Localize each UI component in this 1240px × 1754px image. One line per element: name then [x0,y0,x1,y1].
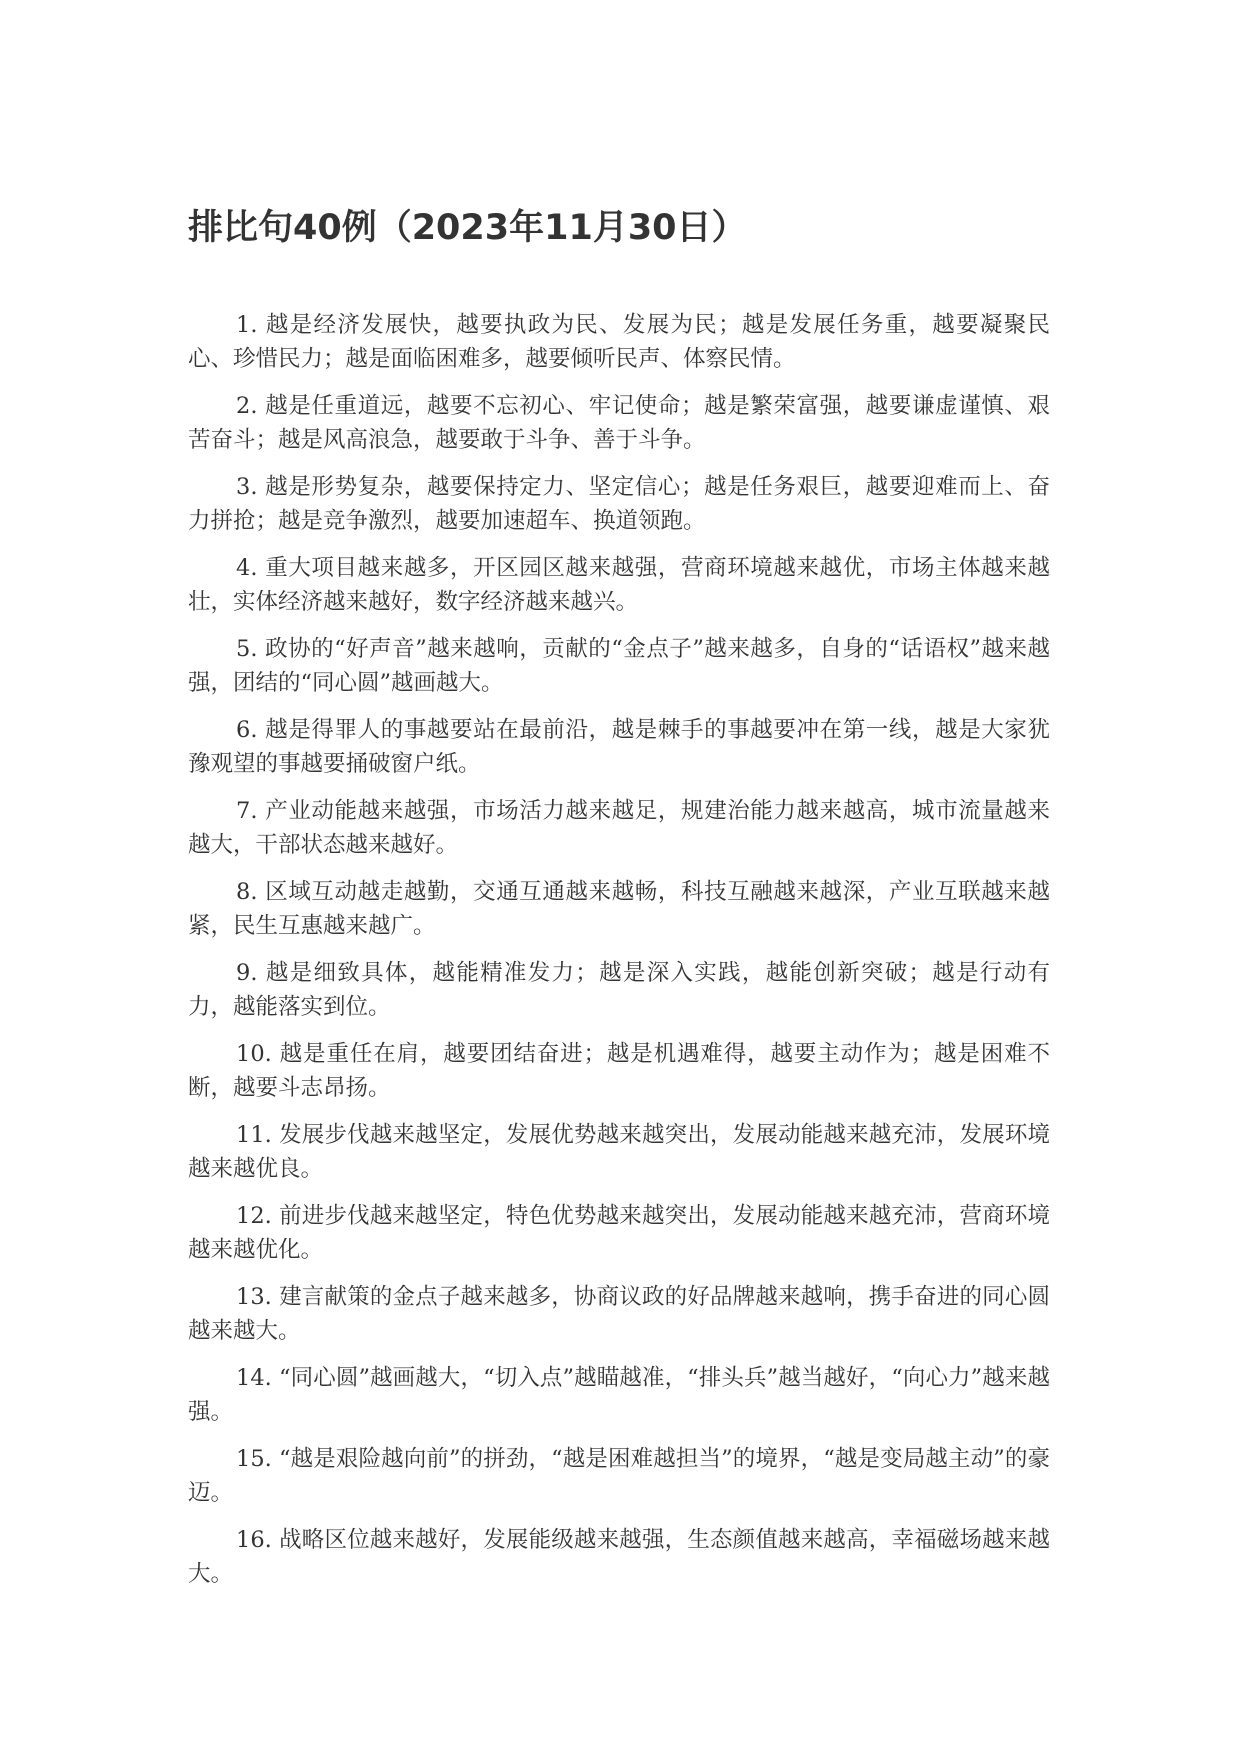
paragraph: 9. 越是细致具体，越能精准发力；越是深入实践，越能创新突破；越是行动有力，越能落实到位。 [188,960,1050,1020]
paragraph: 7. 产业动能越来越强，市场活力越来越足，规建治能力越来越高，城市流量越来越大，干部状态越来越好。 [188,798,1050,858]
paragraph: 11. 发展步伐越来越坚定，发展优势越来越突出，发展动能越来越充沛，发展环境越来越优良。 [188,1122,1050,1182]
paragraph: 12. 前进步伐越来越坚定，特色优势越来越突出，发展动能越来越充沛，营商环境越来越优化。 [188,1203,1050,1263]
paragraph: 4. 重大项目越来越多，开区园区越来越强，营商环境越来越优，市场主体越来越壮，实体经济越来越好，数字经济越来越兴。 [188,555,1050,615]
paragraph: 8. 区域互动越走越勤，交通互通越来越畅，科技互融越来越深，产业互联越来越紧，民生互惠越来越广。 [188,879,1050,939]
document-title: 排比句40例（2023年11月30日） [188,208,747,248]
paragraph: 5. 政协的“好声音”越来越响，贡献的“金点子”越来越多，自身的“话语权”越来越强，团结的“同心圆”越画越大。 [188,636,1050,696]
paragraph: 16. 战略区位越来越好，发展能级越来越强，生态颜值越来越高，幸福磁场越来越大。 [188,1527,1050,1587]
paragraph: 14. “同心圆”越画越大，“切入点”越瞄越准，“排头兵”越当越好，“向心力”越来越强。 [188,1365,1050,1425]
paragraph: 15. “越是艰险越向前”的拼劲，“越是困难越担当”的境界，“越是变局越主动”的豪迈。 [188,1446,1050,1506]
paragraph: 3. 越是形势复杂，越要保持定力、坚定信心；越是任务艰巨，越要迎难而上、奋力拼抢；越是竞争激烈，越要加速超车、换道领跑。 [188,474,1050,534]
paragraph: 6. 越是得罪人的事越要站在最前沿，越是棘手的事越要冲在第一线，越是大家犹豫观望的事越要捅破窗户纸。 [188,717,1050,777]
document-body [188,308,1050,1604]
paragraph: 1. 越是经济发展快，越要执政为民、发展为民；越是发展任务重，越要凝聚民心、珍惜民力；越是面临困难多，越要倾听民声、体察民情。 [188,312,1050,372]
paragraph: 2. 越是任重道远，越要不忘初心、牢记使命；越是繁荣富强，越要谦虚谨慎、艰苦奋斗；越是风高浪急，越要敢于斗争、善于斗争。 [188,393,1050,453]
paragraph: 10. 越是重任在肩，越要团结奋进；越是机遇难得，越要主动作为；越是困难不断，越要斗志昂扬。 [188,1041,1050,1101]
paragraph: 13. 建言献策的金点子越来越多，协商议政的好品牌越来越响，携手奋进的同心圆越来越大。 [188,1284,1050,1344]
